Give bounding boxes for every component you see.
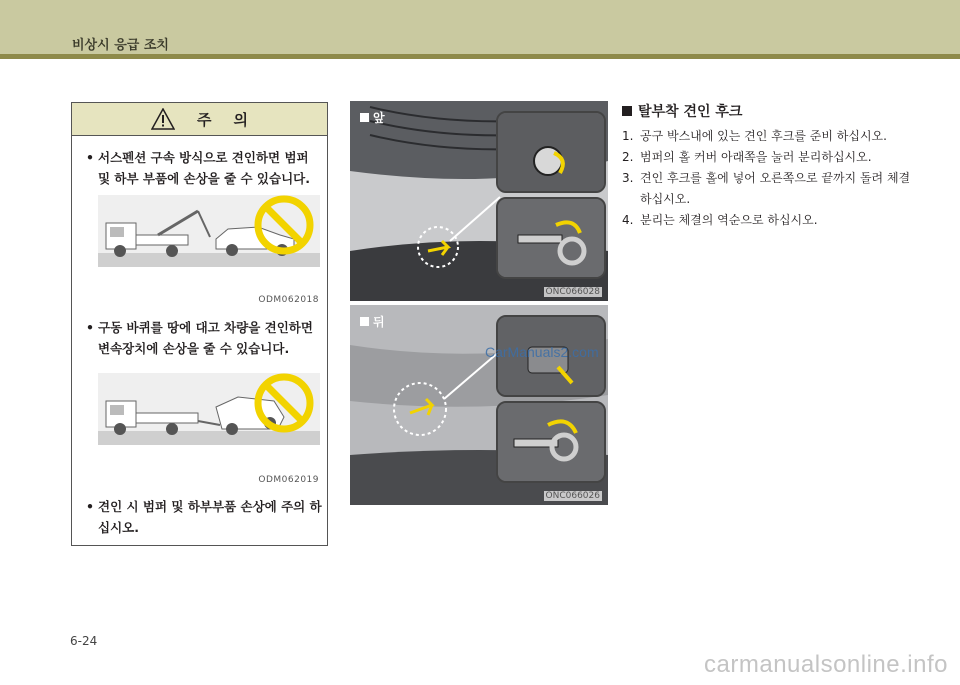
illustration-drive-wheel-tow — [98, 373, 320, 445]
step-item: 1. 공구 박스내에 있는 견인 후크를 준비 하십시오. — [622, 129, 887, 143]
warning-triangle-icon — [151, 108, 175, 130]
caution-box — [71, 102, 328, 546]
watermark-carmanuals2: CarManuals2.com — [485, 344, 599, 360]
inset-rear-hook — [496, 401, 606, 483]
square-bullet-icon — [360, 113, 369, 122]
step-item: 3. 견인 후크를 홀에 넣어 오른쪽으로 끝까지 돌려 체결하십시오. — [622, 171, 911, 206]
image-code-2: ODM062019 — [258, 475, 319, 485]
caution-heading-right: 의 — [233, 110, 248, 129]
illustration-suspension-tow — [98, 195, 320, 267]
chapter-title: 비상시 응급 조치 — [72, 38, 169, 53]
steps-list — [622, 126, 912, 231]
caution-bullet-3: • 견인 시 범퍼 및 하부부품 손상에 주의 하십시오. — [86, 496, 322, 538]
page-number: 6-24 — [70, 634, 98, 648]
photo-front-code: ONC066028 — [545, 287, 600, 297]
watermark-carmanualsonline: carmanualsonline.info — [704, 651, 948, 678]
photo-rear-label: 뒤 — [360, 313, 385, 330]
image-code-1: ODM062018 — [258, 295, 319, 305]
caution-heading-left: 주 — [197, 110, 212, 129]
photo-front-hook — [350, 101, 608, 301]
section-title: 탈부착 견인 후크 — [622, 101, 742, 121]
header-rule — [0, 54, 960, 59]
inset-front-cover — [496, 111, 606, 193]
photo-front-label: 앞 — [360, 109, 385, 126]
step-item: 2. 범퍼의 홀 커버 아래쪽을 눌러 분리하십시오. — [622, 150, 872, 164]
photo-rear-code: ONC066026 — [545, 491, 600, 501]
square-bullet-icon — [360, 317, 369, 326]
square-bullet-icon — [622, 106, 632, 116]
caution-bullet-1: • 서스펜션 구속 방식으로 견인하면 범퍼 및 하부 부품에 손상을 줄 수 있습니다. — [86, 147, 322, 189]
step-item: 4. 분리는 체결의 역순으로 하십시오. — [622, 213, 818, 227]
photo-rear-hook — [350, 305, 608, 505]
caution-bullet-2: • 구동 바퀴를 땅에 대고 차량을 견인하면 변속장치에 손상을 줄 수 있습니다. — [86, 317, 322, 359]
caution-heading — [72, 103, 327, 136]
inset-front-hook — [496, 197, 606, 279]
